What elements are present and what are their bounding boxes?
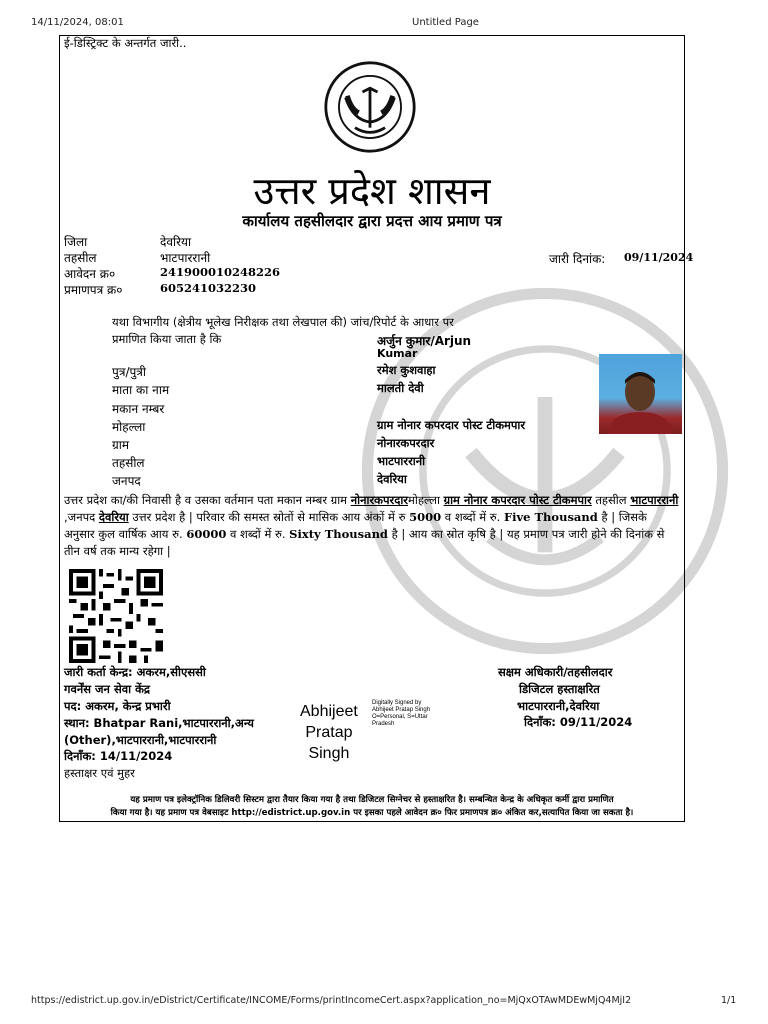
issuer-line: हस्ताक्षर एवं मुहर xyxy=(64,766,135,780)
issue-date-label: जारी दिनांक: xyxy=(549,252,606,266)
district-label: जिला xyxy=(64,235,88,249)
signer-name: Abhijeet xyxy=(300,703,358,720)
print-page-count: 1/1 xyxy=(721,995,737,1006)
up-emblem-seal xyxy=(323,60,417,154)
govt-title: उत्तर प्रदेश शासन xyxy=(253,169,491,213)
issuer-line: पद: अकरम, केन्द्र प्रभारी xyxy=(64,699,171,713)
issue-date-value: 09/11/2024 xyxy=(624,251,694,264)
intro-line-1: यथा विभागीय (क्षेत्रीय भूलेख निरीक्षक तथा लेखपाल की) जांच/रिपोर्ट के आधार पर xyxy=(112,315,454,329)
certificate-no-label: प्रमाणपत्र क्र० xyxy=(64,283,123,297)
para-text: व शब्दों में रु. xyxy=(441,510,504,524)
issuer-line: गवर्नेंस जन सेवा केंद्र xyxy=(64,682,151,696)
applicant-photo xyxy=(599,354,682,434)
detail-value: नोनारकपरदार xyxy=(377,436,435,450)
certificate-no-value: 605241032230 xyxy=(160,281,257,295)
signature-details xyxy=(372,700,430,728)
application-value: 241900010248226 xyxy=(160,265,281,279)
income-statement xyxy=(64,492,680,560)
district-value: देवरिया xyxy=(160,235,192,249)
para-text: व शब्दों में रु. xyxy=(226,527,290,541)
print-datetime: 14/11/2024, 08:01 xyxy=(31,17,124,28)
authority-line: डिजिटल हस्ताक्षरित xyxy=(519,682,600,696)
print-page-title: Untitled Page xyxy=(412,17,479,28)
detail-label: पुत्र/पुत्री xyxy=(112,365,147,379)
print-url: https://edistrict.up.gov.in/eDistrict/Certificate/INCOME/Forms/printIncomeCert.aspx?application_no=MjQxOTAwMDEwMjQ4MjI2 xyxy=(31,995,632,1006)
footer-disclaimer xyxy=(66,794,678,820)
top-note: ई-डिस्ट्रिक्ट के अन्तर्गत जारी.. xyxy=(64,36,187,50)
signature-note: Abhijeet Pratap Singh xyxy=(372,707,431,713)
authority-line: दिनाँक: 09/11/2024 xyxy=(524,715,633,729)
detail-label: ग्राम xyxy=(112,438,130,452)
para-village: नोनारकपरदार xyxy=(350,493,408,507)
detail-label: जनपद xyxy=(112,474,141,488)
certificate-subtitle: कार्यालय तहसीलदार द्वारा प्रदत्त आय प्रमाण पत्र xyxy=(242,212,502,230)
issuer-line: (Other),भाटपाररानी,भाटपाररानी xyxy=(64,733,217,747)
detail-value: देवरिया xyxy=(377,472,407,486)
detail-value: रमेश कुशवाहा xyxy=(377,363,436,377)
detail-value: भाटपाररानी xyxy=(377,454,426,468)
signer-name: Singh xyxy=(308,745,350,762)
signer-name: Pratap xyxy=(305,724,353,741)
issuer-line: स्थान: Bhatpar Rani,भाटपाररानी,अन्य xyxy=(64,716,254,730)
intro-line-2: प्रमाणित किया जाता है कि xyxy=(112,332,222,346)
signature-note: Digitally Signed by xyxy=(372,700,422,706)
disclaimer-line: यह प्रमाण पत्र इलेक्ट्रॉनिक डिलिवरी सिस्टम द्वारा तैयार किया गया है तथा डिजिटल सिग्नेचर से हस्ताक्षरित है। सम्बन्धित केन्द्र के अधिकृत कर्मी द्वारा प्रमाणित xyxy=(130,795,614,805)
para-district: देवरिया xyxy=(98,510,129,524)
detail-label: मकान नम्बर xyxy=(112,402,165,416)
issuer-line: जारी कर्ता केन्द्र: अकरम,सीएससी xyxy=(64,665,206,679)
para-text: ,जनपद xyxy=(64,510,99,524)
digital-signature xyxy=(300,701,358,764)
disclaimer-line: किया गया है। यह प्रमाण पत्र वेबसाइट http://edistrict.up.gov.in पर इसका पहले आवेदन क्र० फिर प्रमाणपत्र क्र० अंकित कर,सत्यापित किया जा सकता है। xyxy=(110,808,634,818)
issuer-line: दिनाँक: 14/11/2024 xyxy=(64,749,173,763)
detail-label: तहसील xyxy=(112,456,145,470)
qr-code xyxy=(67,569,165,663)
signature-note: O=Personal, S=Uttar xyxy=(372,714,428,720)
signature-note: Pradesh xyxy=(372,721,395,727)
para-annual-amount: 60000 xyxy=(186,527,227,541)
application-label: आवेदन क्र० xyxy=(64,267,116,281)
detail-label: माता का नाम xyxy=(112,383,170,397)
para-mohalla: ग्राम नोनार कपरदार पोस्ट टीकमपार xyxy=(443,493,592,507)
para-text: उत्तर प्रदेश का/की निवासी है व उसका वर्तमान पता मकान नम्बर ग्राम xyxy=(64,493,351,507)
para-text: है | जिसके अनुसार कुल वार्षिक आय रु. xyxy=(64,510,647,541)
authority-line: सक्षम अधिकारी/तहसीलदार xyxy=(498,665,613,679)
detail-label: मोहल्ला xyxy=(112,420,146,434)
holder-name-line-1: अर्जुन कुमार/Arjun xyxy=(377,334,472,348)
tehsil-value: भाटपाररानी xyxy=(160,251,211,265)
authority-line: भाटपाररानी,देवरिया xyxy=(517,699,600,713)
para-text: मोहल्ला xyxy=(408,493,444,507)
tehsil-label: तहसील xyxy=(64,251,97,265)
person-icon xyxy=(599,354,682,434)
para-monthly-words: Five Thousand xyxy=(503,510,598,524)
detail-value: ग्राम नोनार कपरदार पोस्ट टीकमपार xyxy=(377,418,526,432)
para-text: तहसील xyxy=(591,493,631,507)
para-tehsil: भाटपाररानी xyxy=(630,493,679,507)
certificate xyxy=(59,35,694,822)
para-annual-words: Sixty Thousand xyxy=(289,527,388,541)
para-text: है | आय का स्रोत कृषि है | यह प्रमाण पत्र जारी होने की दिनांक से तीन वर्ष तक मान्य रहेगा | xyxy=(64,527,665,558)
para-monthly-amount: 5000 xyxy=(409,510,442,524)
holder-name-line-2: Kumar xyxy=(377,347,418,360)
detail-value: मालती देवी xyxy=(377,381,424,395)
para-text: उत्तर प्रदेश है | परिवार की समस्त स्रोतों से मासिक आय अंकों में रु xyxy=(128,510,410,524)
